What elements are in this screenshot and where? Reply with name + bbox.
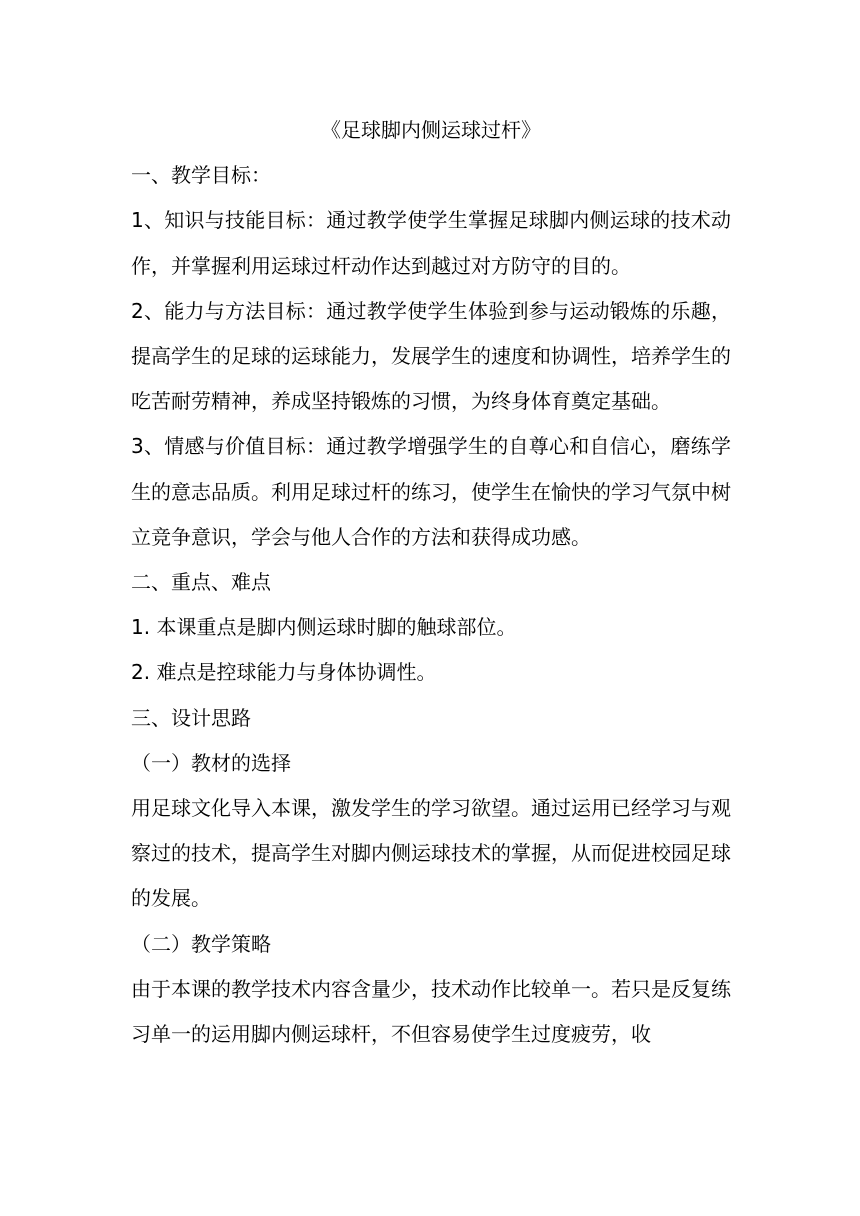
paragraph-material: 用足球文化导入本课，激发学生的学习欲望。通过运用已经学习与观察过的技术，提高学生对脚内侧运球技术的掌握，从而促进校园足球的发展。 [131, 796, 731, 911]
document-title: 《足球脚内侧运球过杆》 [321, 118, 541, 142]
document-page [131, 108, 731, 1057]
subsection-heading-strategy: （二）教学策略 [131, 931, 271, 956]
paragraph-emotion-goal: 3、情感与价值目标：通过教学增强学生的自尊心和自信心，磨练学生的意志品质。利用足球过杆的练习，使学生在愉快的学习气氛中树立竞争意识，学会与他人合作的方法和获得成功感。 [131, 434, 731, 549]
paragraph-knowledge-goal: 1、知识与技能目标：通过教学使学生掌握足球脚内侧运球的技术动作，并掌握利用运球过杆动作达到越过对方防守的目的。 [131, 208, 731, 278]
paragraph-difficult-point: 2. 难点是控球能力与身体协调性。 [131, 660, 437, 685]
paragraph-strategy: 由于本课的教学技术内容含量少，技术动作比较单一。若只是反复练习单一的运用脚内侧运球杆，不但容易使学生过度疲劳，收 [131, 976, 731, 1047]
section-heading-objectives: 一、教学目标： [131, 163, 271, 188]
paragraph-ability-goal: 2、能力与方法目标：通过教学使学生体验到参与运动锻炼的乐趣，提高学生的足球的运球能力，发展学生的速度和协调性，培养学生的吃苦耐劳精神，养成坚持锻炼的习惯，为终身体育奠定基础。 [131, 298, 731, 414]
paragraph-key-point: 1. 本课重点是脚内侧运球时脚的触球部位。 [131, 615, 517, 640]
section-heading-key-points: 二、重点、难点 [131, 570, 271, 595]
section-heading-design: 三、设计思路 [131, 705, 251, 730]
subsection-heading-material: （一）教材的选择 [131, 750, 291, 775]
